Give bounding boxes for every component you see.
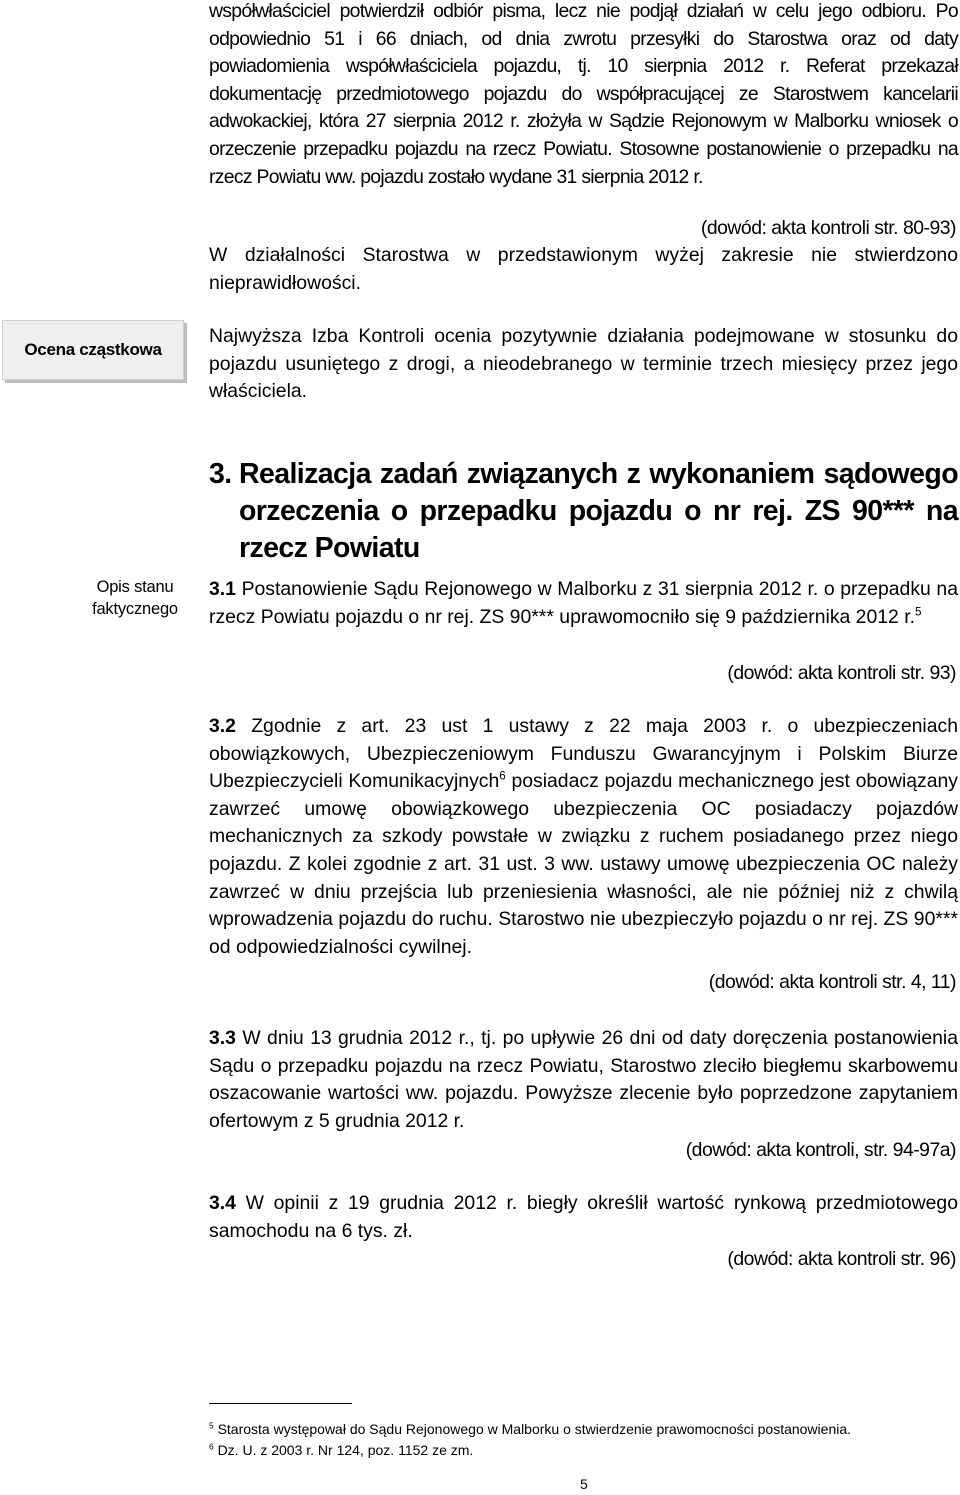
paragraph-text: W opinii z 19 grudnia 2012 r. biegły określił wartość rynkową przedmiotowego samochodu na 6 tys. zł. (209, 1192, 958, 1242)
paragraph-text: posiadacz pojazdu mechanicznego jest obowiązany zawrzeć umowę obowiązkowego ubezpieczenia OC posiadaczy pojazdów mechanicznych za szkody powstałe w związku z ruchem posiadanego przez niego pojazdu. Z kolei zgodnie z art. 31 ust. 3 ww. ustawy umowę ubezpieczenia OC należy zawrzeć w dniu przejścia lub przeniesienia własności, ale nie później niż z chwilą wprowadzenia pojazdu do ruchu. Starostwo nie ubezpieczyło pojazdu o nr rej. ZS 90*** od odpowiedzialności cywilnej. (209, 770, 959, 958)
paragraph-3-4 (209, 1190, 958, 1245)
footnote-divider (209, 1403, 352, 1404)
paragraph-intro: współwłaściciel potwierdził odbiór pisma, lecz nie podjął działań w celu jego odbioru. Po odpowiednio 51 i 66 dniach, od dnia zwrotu przesyłki do Starostwa oraz od daty powiadomienia współwłaściciela pojazdu, tj. 10 sierpnia 2012 r. Referat przekazał dokumentację przedmiotowego pojazdu do współpracującej ze Starostwem kancelarii adwokackiej, która 27 sierpnia 2012 r. złożyła w Sądzie Rejonowym w Malborku wniosek o orzeczenie przepadku pojazdu na rzecz Powiatu. Stosowne postanowienie o przepadku na rzecz Powiatu ww. pojazdu zostało wydane 31 sierpnia 2012 r. (209, 0, 958, 188)
paragraph-text: Zgodnie z art. 23 ust 1 ustawy z 22 maja 2003 r. o ubezpieczeniach obowiązkowych, Ubezpieczeniowym Funduszu Gwarancyjnym i Polskim Biurze Ubezpieczycieli Komunikacyjnych (209, 715, 958, 793)
footnote-ref: 6 (499, 769, 506, 783)
ocena-czastkowa-label: Ocena cząstkowa (2, 320, 184, 380)
evidence-reference: (dowód: akta kontroli str. 93) (727, 662, 956, 684)
paragraph-number: 3.2 (209, 715, 236, 737)
paragraph-3-2 (209, 713, 958, 961)
footnote (209, 1441, 473, 1459)
footnote-text: Dz. U. z 2003 r. Nr 124, poz. 1152 ze zm. (217, 1442, 474, 1458)
opis-stanu-label: Opis stanu faktycznego (92, 578, 178, 618)
paragraph-3-1 (209, 576, 958, 631)
section-number: 3. (209, 458, 232, 490)
paragraph-ocena: Najwyższa Izba Kontroli ocenia pozytywnie działania podejmowane w stosunku do pojazdu usuniętego z drogi, a nieodebranego w terminie trzech miesięcy przez jego właściciela. (209, 325, 958, 403)
paragraph-number: 3.1 (209, 578, 236, 600)
footnote-mark: 5 (209, 1420, 214, 1431)
paragraph-number: 3.3 (209, 1027, 236, 1049)
footnote-ref: 5 (914, 605, 922, 619)
paragraph-conclusion: W działalności Starostwa w przedstawionym wyżej zakresie nie stwierdzono nieprawidłowości. (209, 244, 958, 294)
paragraph-text: W dniu 13 grudnia 2012 r., tj. po upływie 26 dni od daty doręczenia postanowienia Sądu o przepadku pojazdu na rzecz Powiatu, Starostwo zleciło biegłemu skarbowemu oszacowanie wartości ww. pojazdu. Powyższe zlecenie było poprzedzone zapytaniem ofertowym z 5 grudnia 2012 r. (209, 1027, 958, 1132)
section-title: Realizacja zadań związanych z wykonaniem sądowego orzeczenia o przepadku pojazdu o nr rej. ZS 90*** na rzecz Powiatu (239, 458, 958, 564)
evidence-reference: (dowód: akta kontroli str. 4, 11) (708, 971, 956, 993)
page-number: 5 (580, 1476, 588, 1492)
footnote (209, 1420, 851, 1438)
paragraph-3-3 (209, 1025, 958, 1135)
footnote-text: Starosta występował do Sądu Rejonowego w Malborku o stwierdzenie prawomocności postanowienia. (217, 1421, 852, 1437)
paragraph-number: 3.4 (209, 1192, 236, 1214)
evidence-reference: (dowód: akta kontroli, str. 94-97a) (685, 1139, 956, 1161)
evidence-reference: (dowód: akta kontroli str. 80-93) (700, 217, 956, 239)
evidence-reference: (dowód: akta kontroli str. 96) (727, 1248, 956, 1270)
footnote-mark: 6 (209, 1441, 214, 1452)
section-heading (209, 456, 958, 564)
paragraph-text: Postanowienie Sądu Rejonowego w Malborku z 31 sierpnia 2012 r. o przepadku na rzecz Powiatu pojazdu o nr rej. ZS 90*** uprawomocniło się 9 października 2012 r. (209, 578, 958, 628)
